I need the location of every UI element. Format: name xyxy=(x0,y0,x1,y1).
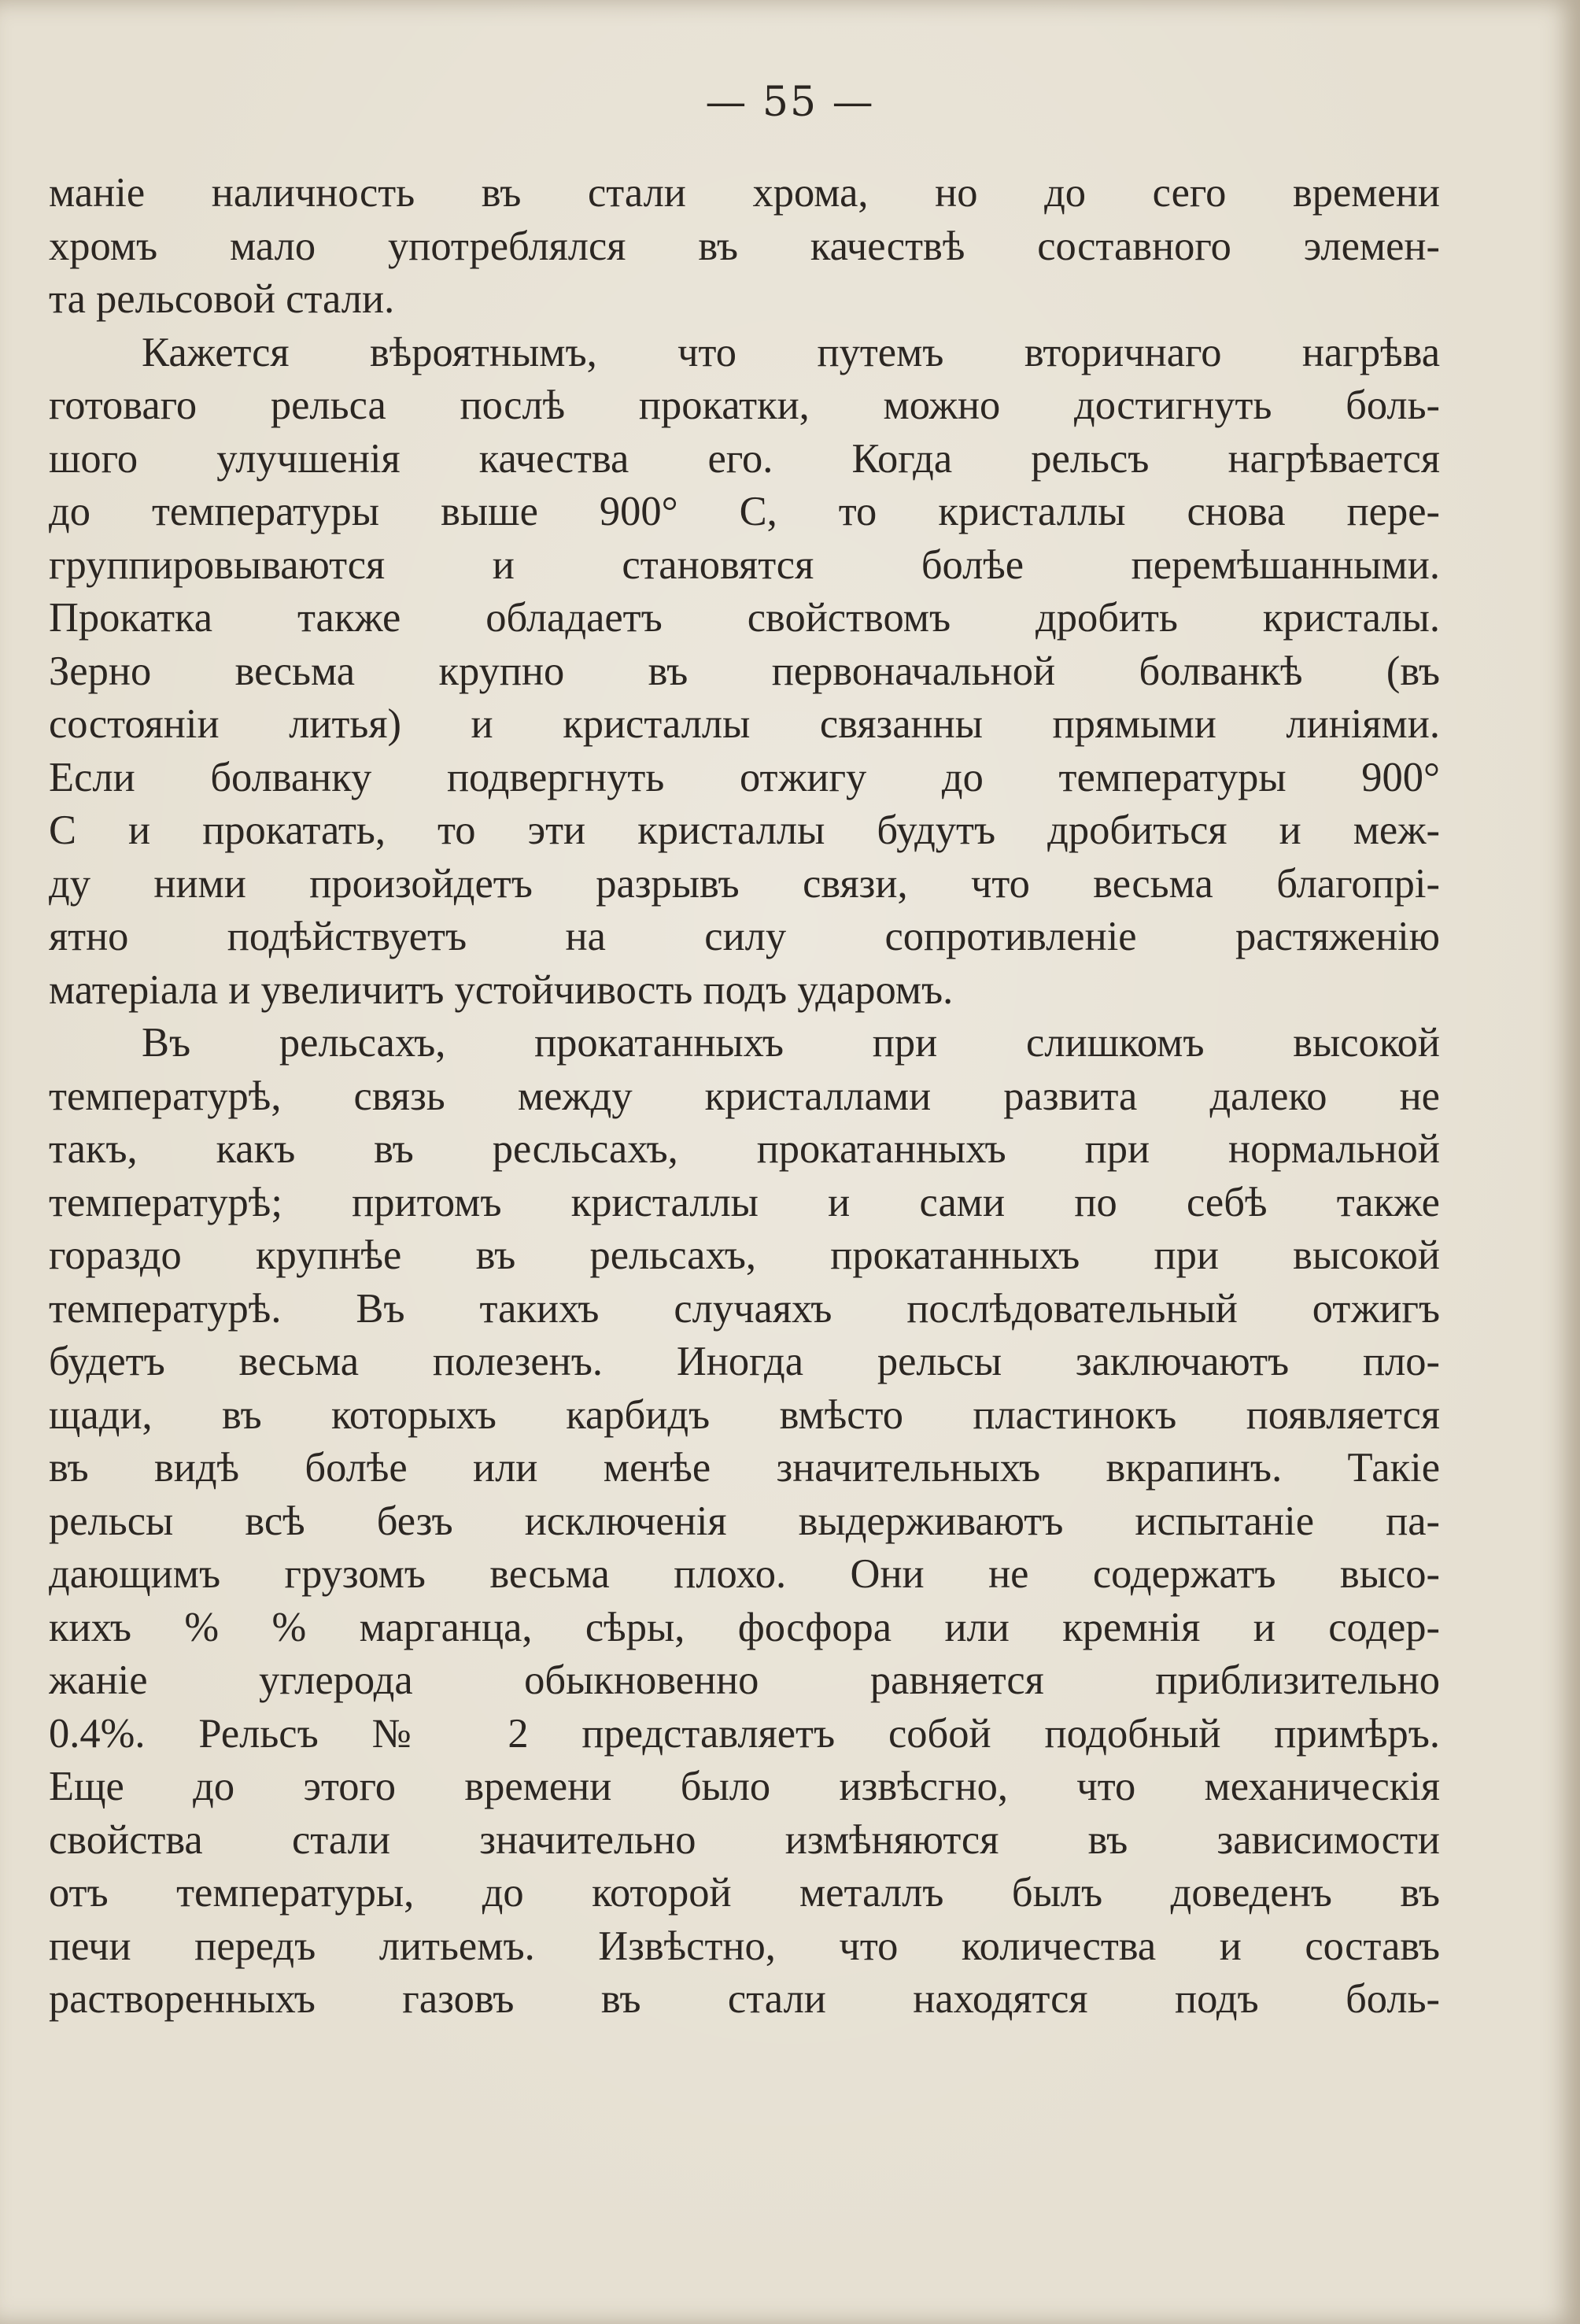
text-line: свойства стали значительно измѣняются въ зависимости xyxy=(49,1816,1440,1863)
text-line: состояніи литья) и кристаллы связанны прямыми линіями. xyxy=(49,701,1440,747)
text-line: жаніе углерода обыкновенно равняется приблизительно xyxy=(49,1657,1440,1703)
text-line: кихъ % % марганца, сѣры, фосфора или кремнія и содер- xyxy=(49,1604,1440,1650)
text-line: дающимъ грузомъ весьма плохо. Они не содержатъ высо- xyxy=(49,1551,1440,1597)
text-line: ду ними произойдетъ разрывъ связи, что весьма благопрі- xyxy=(49,860,1440,907)
text-line: Прокатка также обладаетъ свойствомъ дробить кристалы. xyxy=(49,595,1440,641)
text-line: С и прокатать, то эти кристаллы будутъ дробиться и меж- xyxy=(49,807,1440,853)
text-line: группировываются и становятся болѣе перемѣшанными. xyxy=(49,541,1440,588)
text-line: хромъ мало употреблялся въ качествѣ составного элемен- xyxy=(49,223,1440,269)
text-line: Еще до этого времени было извѣсгно, что механическія xyxy=(49,1764,1440,1809)
text-line: до температуры выше 900° С, то кристаллы снова пере- xyxy=(49,489,1440,534)
text-line: въ видѣ болѣе или менѣе значительныхъ вкрапинъ. Такіе xyxy=(49,1445,1440,1491)
paragraph-first-line: Кажется вѣроятнымъ, что путемъ вторичнаго нагрѣва xyxy=(142,329,1440,375)
paragraph-first-line: Въ рельсахъ, прокатанныхъ при слишкомъ высокой xyxy=(142,1020,1440,1066)
text-line: щади, въ которыхъ карбидъ вмѣсто пластинокъ появляется xyxy=(49,1391,1440,1438)
text-line: температурѣ, связь между кристаллами развита далеко не xyxy=(49,1073,1440,1119)
text-line: растворенныхъ газовъ въ стали находятся подъ боль- xyxy=(49,1976,1440,2022)
text-line: будетъ весьма полезенъ. Иногда рельсы заключаютъ пло- xyxy=(49,1339,1440,1384)
text-line: температурѣ. Въ такихъ случаяхъ послѣдовательный отжигъ xyxy=(49,1285,1440,1332)
text-line: готоваго рельса послѣ прокатки, можно достигнуть боль- xyxy=(49,382,1440,428)
text-line: рельсы всѣ безъ исключенія выдерживаютъ испытаніе па- xyxy=(49,1498,1440,1544)
page-number: — 55 — xyxy=(705,79,875,126)
text-line: Если болванку подвергнуть отжигу до температуры 900° xyxy=(49,754,1440,800)
text-line: печи передъ литьемъ. Извѣстно, что количества и составъ xyxy=(49,1923,1440,1969)
text-line: ятно подѣйствуетъ на силу сопротивленіе растяженію xyxy=(49,914,1440,959)
text-line: отъ температуры, до которой металлъ былъ доведенъ въ xyxy=(49,1870,1440,1916)
text-line: 0.4%. Рельсъ № 2 представляетъ собой подобный примѣръ. xyxy=(49,1710,1440,1757)
text-line: маніе наличность въ стали хрома, но до сего времени xyxy=(49,170,1440,216)
body-text xyxy=(49,167,1440,2027)
text-line: шого улучшенія качества его. Когда рельсъ нагрѣвается xyxy=(49,435,1440,482)
text-line: гораздо крупнѣе въ рельсахъ, прокатанныхъ при высокой xyxy=(49,1232,1440,1278)
text-line: Зерно весьма крупно въ первоначальной болванкѣ (въ xyxy=(49,648,1440,694)
text-line: матеріала и увеличитъ устойчивость подъ ударомъ. xyxy=(49,966,954,1013)
text-line: такъ, какъ въ ресльсахъ, прокатанныхъ при нормальной xyxy=(49,1126,1440,1172)
text-line: та рельсовой стали. xyxy=(49,276,395,322)
text-line: температурѣ; притомъ кристаллы и сами по себѣ также xyxy=(49,1179,1440,1225)
